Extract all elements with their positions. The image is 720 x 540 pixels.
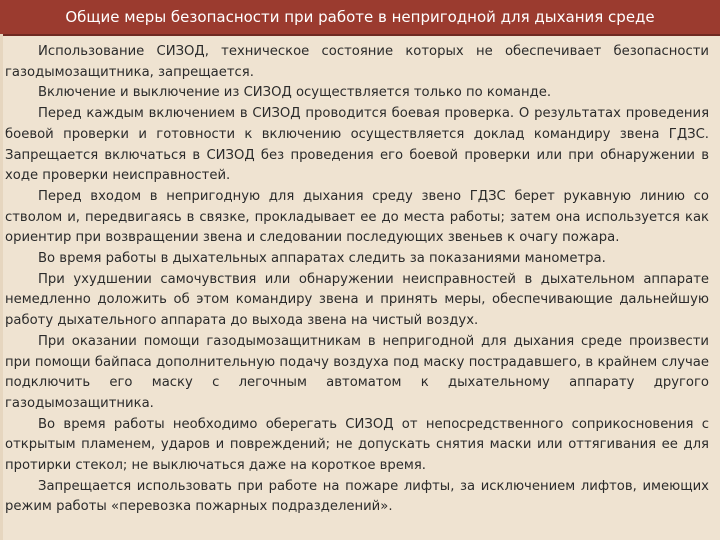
paragraph-assistance: При оказании помощи газодымозащитникам в непригодной для дыхания среде произвести при помощи байпаса дополнительную подачу воздуха под маску пострадавшего, в крайнем случае подключить его маску с легочным автоматом к дыхательному аппарату другого газодымозащитника. (5, 333, 709, 411)
paragraph-sizod-condition: Использование СИЗОД, техническое состояние которых не обеспечивает безопасности газодымозащитника, запрещается. (5, 44, 709, 80)
body-text (5, 42, 709, 518)
paragraph-malfunction: При ухудшении самочувствия или обнаружении неисправностей в дыхательном аппарате немедленно доложить об этом командиру звена и принять меры, обеспечивающие дальнейшую работу дыхательного аппарата до выхода звена на чистый воздух. (5, 271, 709, 329)
paragraph-combat-check: Перед каждым включением в СИЗОД проводится боевая проверка. О результатах проведения боевой проверки и готовности к включению осуществляется доклад командиру звена ГДЗС. Запрещается включаться в СИЗОД без проведения его боевой проверки или при обнаружении в ходе проверки неисправностей. (5, 106, 709, 184)
slide-title: Общие меры безопасности при работе в непригодной для дыхания среде (65, 8, 655, 26)
paragraph-protect-sizod: Во время работы необходимо оберегать СИЗОД от непосредственного соприкосновения с открытым пламенем, ударов и повреждений; не допускать снятия маски или оттягивания ее для протирки стекол; не выключаться даже на короткое время. (5, 416, 709, 474)
title-bar (0, 0, 720, 36)
paragraph-elevators: Запрещается использовать при работе на пожаре лифты, за исключением лифтов, имеющих режим работы «перевозка пожарных подразделений». (5, 478, 709, 515)
left-rule (0, 34, 3, 540)
paragraph-manometer: Во время работы в дыхательных аппаратах следить за показаниями манометра. (38, 251, 606, 267)
paragraph-switch-on-command: Включение и выключение из СИЗОД осуществляется только по команде. (38, 85, 552, 101)
paragraph-hose-line: Перед входом в непригодную для дыхания среду звено ГДЗС берет рукавную линию со стволом и, передвигаясь в связке, прокладывает ее до места работы; затем она используется как ориентир при возвращении звена и следовании последующих звеньев к очагу пожара. (5, 188, 709, 246)
